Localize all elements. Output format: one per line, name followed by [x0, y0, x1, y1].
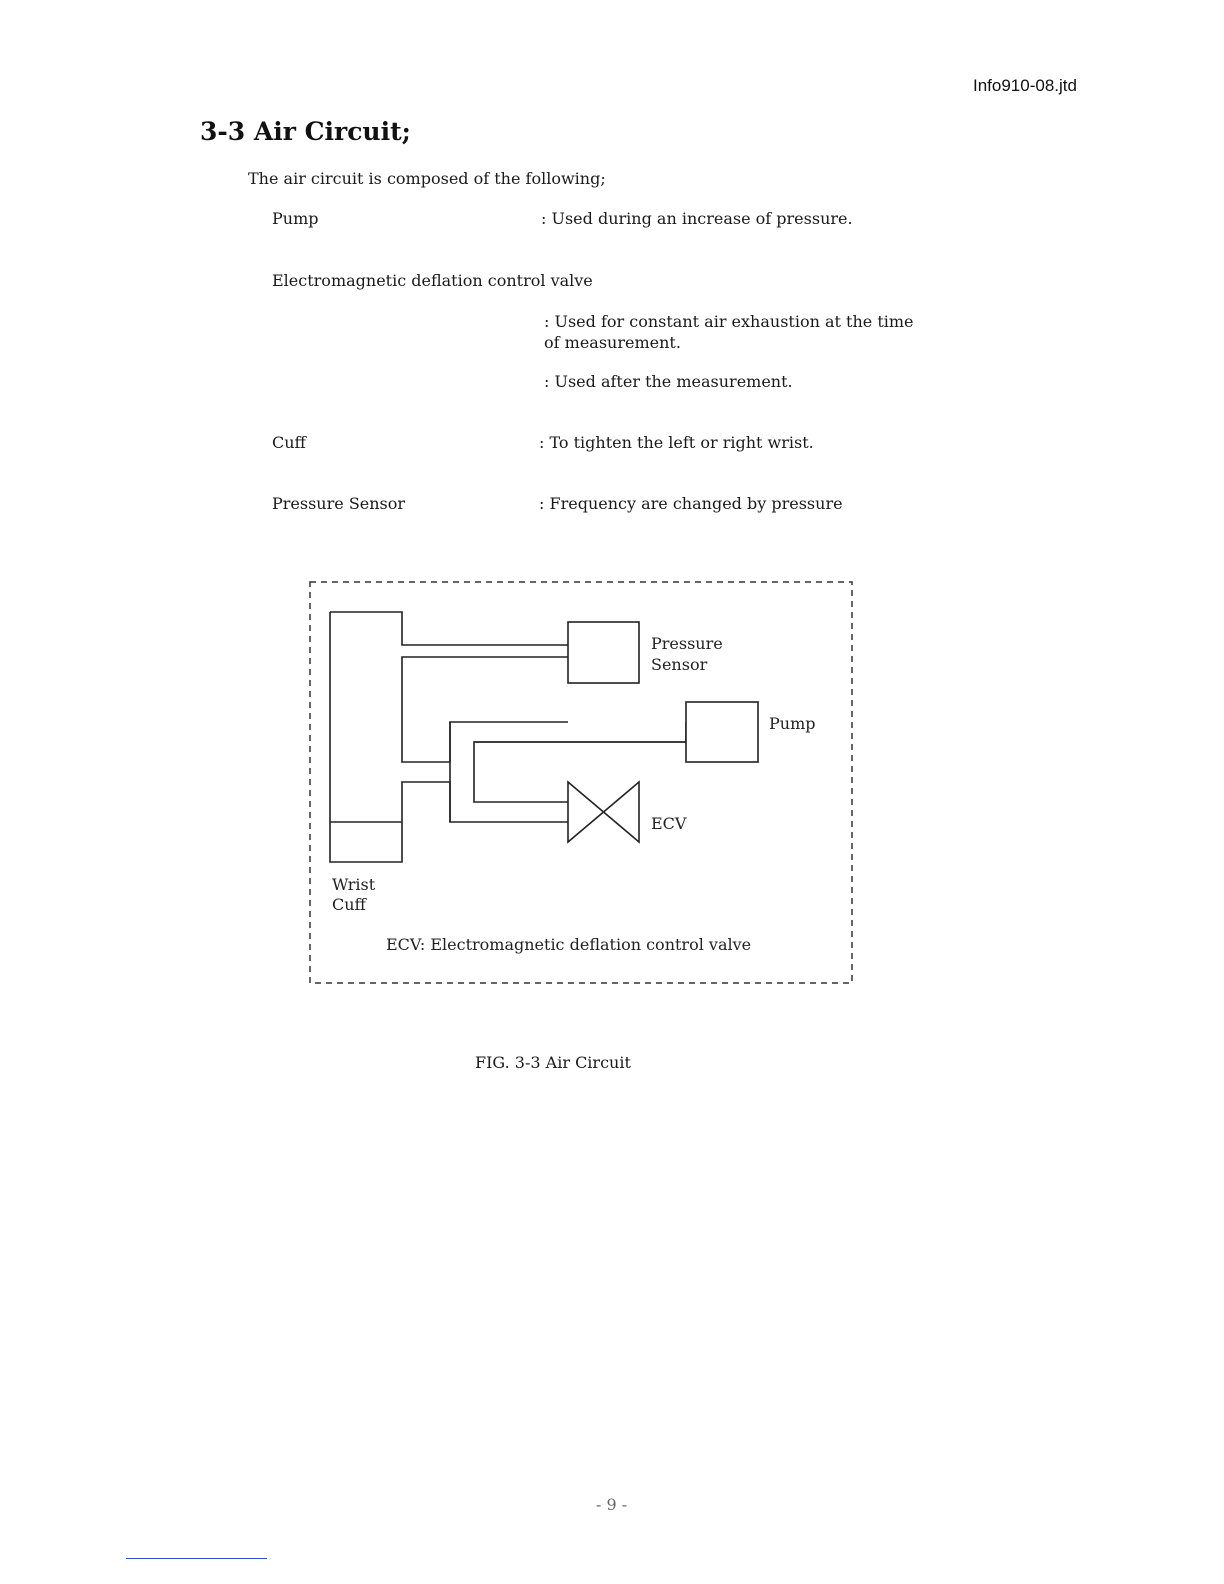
- air-circuit-figure: [308, 580, 856, 986]
- pressure-sensor-label-2: Sensor: [651, 655, 708, 674]
- term-cuff: Cuff: [272, 433, 306, 452]
- term-ecv: Electromagnetic deflation control valve: [272, 271, 593, 290]
- ecv-label: ECV: [651, 814, 687, 833]
- section-heading: 3-3 Air Circuit;: [200, 117, 411, 146]
- intro-text: The air circuit is composed of the following;: [248, 169, 606, 188]
- figure-caption: FIG. 3-3 Air Circuit: [475, 1053, 631, 1072]
- desc-ecv-2: : Used after the measurement.: [544, 372, 793, 391]
- ecv-legend: ECV: Electromagnetic deflation control valve: [386, 935, 752, 954]
- bottom-rule: [126, 1558, 267, 1559]
- pressure-sensor-label-1: Pressure: [651, 634, 723, 653]
- wrist-cuff-label-2: Cuff: [332, 895, 366, 914]
- desc-pump: : Used during an increase of pressure.: [541, 209, 853, 228]
- term-pressure-sensor: Pressure Sensor: [272, 494, 406, 513]
- air-circuit-diagram: [308, 580, 856, 986]
- ecv-valve-symbol: [568, 782, 639, 842]
- wrist-cuff-label-1: Wrist: [332, 875, 376, 894]
- page-number: - 9 -: [596, 1495, 628, 1514]
- term-pump: Pump: [272, 209, 319, 228]
- cuff-tube-lower: [330, 612, 568, 862]
- desc-ecv-1: : Used for constant air exhaustion at the time of measurement.: [544, 312, 914, 352]
- file-reference: Info910-08.jtd: [973, 76, 1077, 95]
- desc-pressure-sensor: : Frequency are changed by pressure: [539, 494, 843, 513]
- pressure-sensor-box: [568, 622, 639, 683]
- desc-cuff: : To tighten the left or right wrist.: [539, 433, 814, 452]
- pump-box: [686, 702, 758, 762]
- pump-label: Pump: [769, 714, 816, 733]
